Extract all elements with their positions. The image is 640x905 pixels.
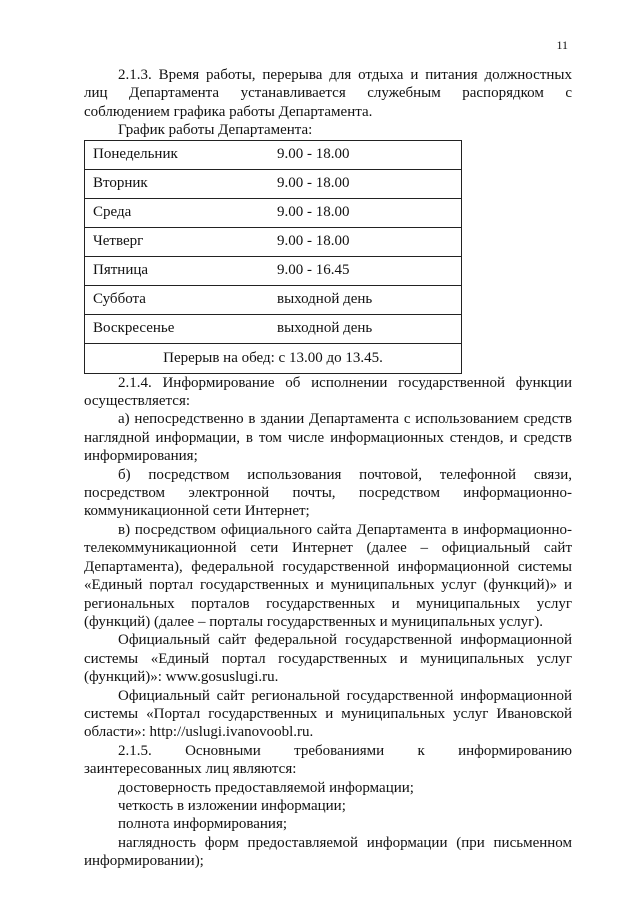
- paragraph-2-1-5: 2.1.5. Основными требованиями к информированию заинтересованных лиц являются:: [84, 742, 572, 778]
- list-item-v: в) посредством официального сайта Департамента в информационно-телекоммуникационной сети Интернет (далее – официальный сайт Департамента), федеральной государственной информационной системы «Единый портал государственных и муниципальных услуг (функций)» и региональных порталов государственных и муниципальных услуг (функций) (далее – порталы государственных и муниципальных услуг).: [84, 521, 572, 630]
- schedule-table: [84, 140, 462, 374]
- day-cell: Воскресенье: [85, 314, 276, 343]
- time-cell: 9.00 - 16.45: [275, 256, 462, 285]
- list-item-a: а) непосредственно в здании Департамента с использованием средств наглядной информации, в том числе информационных стендов, и средств информирования;: [84, 411, 572, 465]
- day-cell: Вторник: [85, 169, 276, 198]
- day-cell: Понедельник: [85, 140, 276, 169]
- document-body: [84, 66, 572, 871]
- table-row: [85, 198, 462, 227]
- schedule-caption: График работы Департамента:: [118, 122, 313, 139]
- paragraph-2-1-4: 2.1.4. Информирование об исполнении государственной функции осуществляется:: [84, 374, 572, 410]
- list-item-b: б) посредством использования почтовой, телефонной связи, посредством электронной почты, посредством информационно-коммуникационной сети Интернет;: [84, 466, 572, 520]
- table-row: [85, 227, 462, 256]
- time-cell: 9.00 - 18.00: [275, 169, 462, 198]
- table-row: [85, 285, 462, 314]
- schedule-table-wrapper: [84, 140, 572, 374]
- table-row: [85, 256, 462, 285]
- requirement-item: полнота информирования;: [118, 816, 288, 833]
- time-cell: выходной день: [275, 314, 462, 343]
- lunch-break-row: [85, 343, 462, 373]
- regional-portal-paragraph: Официальный сайт региональной государственной информационной системы «Портал государственных и муниципальных услуг Ивановской области»: http://uslugi.ivanovoobl.ru.: [84, 687, 572, 741]
- time-cell: выходной день: [275, 285, 462, 314]
- table-row: [85, 169, 462, 198]
- time-cell: 9.00 - 18.00: [275, 140, 462, 169]
- day-cell: Суббота: [85, 285, 276, 314]
- federal-portal-paragraph: Официальный сайт федеральной государственной информационной системы «Единый портал государственных и муниципальных услуг (функций)»: www.gosuslugi.ru.: [84, 632, 572, 686]
- time-cell: 9.00 - 18.00: [275, 227, 462, 256]
- paragraph-2-1-3: 2.1.3. Время работы, перерыва для отдыха и питания должностных лиц Департамента устанавливается служебным распорядком с соблюдением графика работы Департамента.: [84, 67, 572, 120]
- requirement-item: наглядность форм предоставляемой информации (при письменном информировании);: [84, 834, 572, 870]
- day-cell: Четверг: [85, 227, 276, 256]
- table-row: [85, 314, 462, 343]
- lunch-break-cell: Перерыв на обед: с 13.00 до 13.45.: [85, 343, 462, 373]
- table-row: [85, 140, 462, 169]
- day-cell: Пятница: [85, 256, 276, 285]
- requirement-item: четкость в изложении информации;: [118, 797, 346, 814]
- page-number: 11: [556, 38, 568, 52]
- day-cell: Среда: [85, 198, 276, 227]
- time-cell: 9.00 - 18.00: [275, 198, 462, 227]
- requirement-item: достоверность предоставляемой информации;: [118, 779, 414, 796]
